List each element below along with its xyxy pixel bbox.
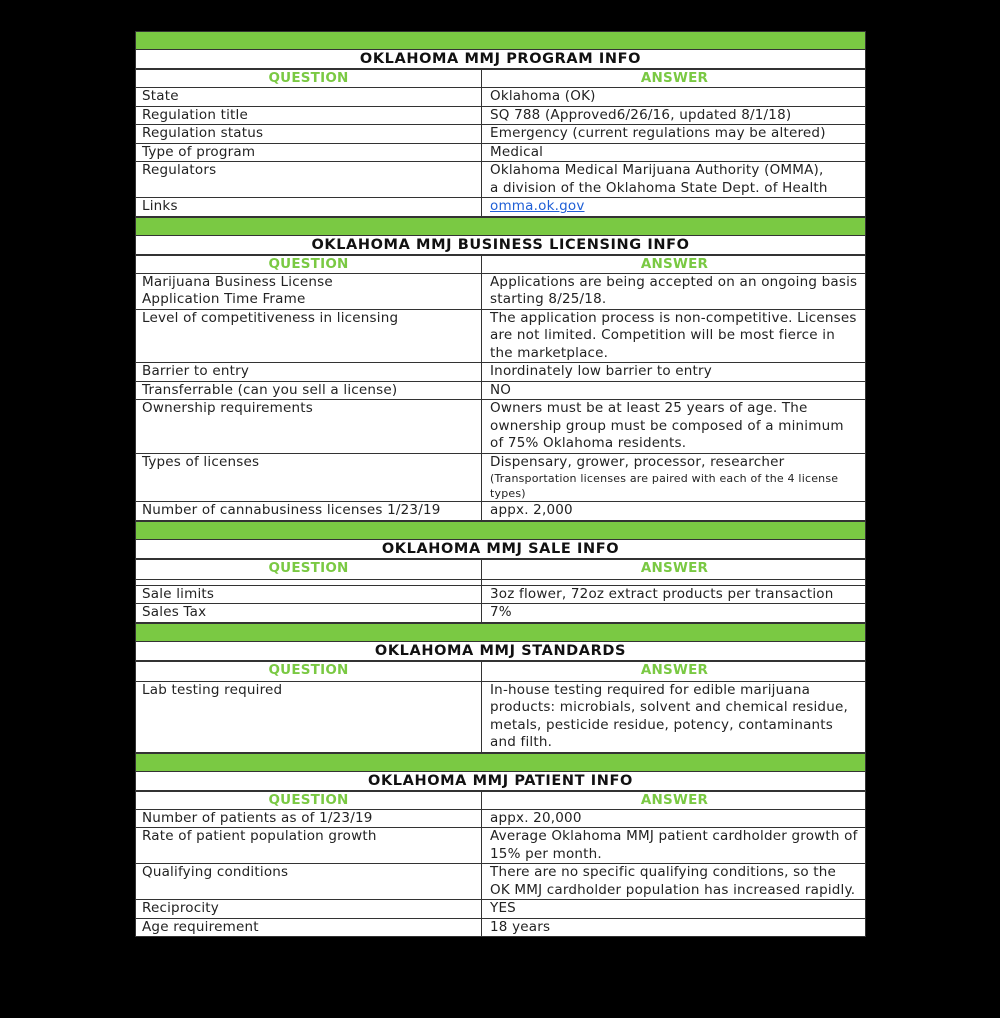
answer-cell: In-house testing required for edible marijuana products: microbials, solvent and chemical residue, metals, pesticide residue, potency, contaminants and filth. [482,681,866,752]
sale-info-table [135,559,866,623]
program-info-table [135,69,866,217]
table-row [136,604,866,623]
answer-line: a division of the Oklahoma State Dept. of Health [490,179,828,196]
business-licensing-section [135,217,866,521]
table-row [136,273,866,309]
question-header: QUESTION [136,255,482,273]
answer-cell: 3oz flower, 72oz extract products per transaction [482,585,866,604]
business-licensing-table [135,255,866,521]
table-header-row [136,791,866,809]
section-title: OKLAHOMA MMJ PATIENT INFO [135,772,866,791]
answer-line: Dispensary, grower, processor, researcher [490,453,785,470]
section-divider [135,31,866,50]
question-cell: Types of licenses [136,453,482,502]
answer-cell [482,162,866,198]
answer-cell: Average Oklahoma MMJ patient cardholder growth of 15% per month. [482,828,866,864]
question-cell: Number of patients as of 1/23/19 [136,809,482,828]
standards-section [135,623,866,753]
question-cell: Transferrable (can you sell a license) [136,381,482,400]
question-header: QUESTION [136,661,482,681]
table-row [136,900,866,919]
omma-link[interactable]: omma.ok.gov [490,198,585,214]
question-cell: Sale limits [136,585,482,604]
question-cell: Number of cannabusiness licenses 1/23/19 [136,502,482,521]
standards-table [135,661,866,753]
question-cell: Regulators [136,162,482,198]
table-header-row [136,255,866,273]
question-cell: Lab testing required [136,681,482,752]
table-row [136,809,866,828]
program-info-section [135,31,866,217]
question-cell: Level of competitiveness in licensing [136,309,482,363]
answer-cell: 7% [482,604,866,623]
table-row [136,143,866,162]
section-title: OKLAHOMA MMJ STANDARDS [135,642,866,661]
patient-info-table [135,791,866,938]
table-row [136,381,866,400]
answer-cell [482,198,866,217]
table-row [136,125,866,144]
table-row [136,400,866,454]
answer-cell: NO [482,381,866,400]
table-row [136,162,866,198]
answer-cell: 18 years [482,918,866,937]
section-divider [135,753,866,772]
section-title: OKLAHOMA MMJ PROGRAM INFO [135,50,866,69]
info-sheet [135,31,866,937]
answer-header: ANSWER [482,661,866,681]
table-row [136,198,866,217]
section-title: OKLAHOMA MMJ SALE INFO [135,540,866,559]
answer-note: (Transportation licenses are paired with each of the 4 license types) [490,472,839,500]
answer-header: ANSWER [482,255,866,273]
table-row [136,363,866,382]
question-header: QUESTION [136,70,482,88]
question-cell: Regulation status [136,125,482,144]
answer-cell: Inordinately low barrier to entry [482,363,866,382]
table-row [136,681,866,752]
question-cell: Ownership requirements [136,400,482,454]
question-cell: Qualifying conditions [136,864,482,900]
question-cell: Sales Tax [136,604,482,623]
table-row [136,88,866,107]
question-header: QUESTION [136,559,482,579]
answer-cell: appx. 2,000 [482,502,866,521]
table-row [136,864,866,900]
sale-info-section [135,521,866,623]
table-row [136,585,866,604]
answer-cell: appx. 20,000 [482,809,866,828]
table-row [136,918,866,937]
table-row [136,828,866,864]
section-divider [135,217,866,236]
question-cell: Barrier to entry [136,363,482,382]
question-header: QUESTION [136,791,482,809]
table-row [136,502,866,521]
question-cell: Reciprocity [136,900,482,919]
table-header-row [136,661,866,681]
answer-cell: There are no specific qualifying conditions, so the OK MMJ cardholder population has increased rapidly. [482,864,866,900]
answer-cell [482,453,866,502]
question-cell: Rate of patient population growth [136,828,482,864]
answer-cell: Emergency (current regulations may be altered) [482,125,866,144]
answer-line: Oklahoma Medical Marijuana Authority (OMMA), [490,162,824,178]
section-divider [135,521,866,540]
question-cell: Links [136,198,482,217]
answer-cell: Medical [482,143,866,162]
answer-header: ANSWER [482,791,866,809]
answer-cell: YES [482,900,866,919]
answer-cell: Applications are being accepted on an ongoing basis starting 8/25/18. [482,273,866,309]
answer-cell: The application process is non-competitive. Licenses are not limited. Competition will be most fierce in the marketplace. [482,309,866,363]
table-row [136,309,866,363]
table-row [136,106,866,125]
question-cell: State [136,88,482,107]
answer-cell: Oklahoma (OK) [482,88,866,107]
question-line: Marijuana Business License [142,273,333,290]
table-row [136,453,866,502]
question-cell: Age requirement [136,918,482,937]
section-divider [135,623,866,642]
patient-info-section [135,753,866,938]
question-cell [136,273,482,309]
question-cell: Regulation title [136,106,482,125]
answer-cell: SQ 788 (Approved6/26/16, updated 8/1/18) [482,106,866,125]
table-header-row [136,70,866,88]
table-header-row [136,559,866,579]
section-title: OKLAHOMA MMJ BUSINESS LICENSING INFO [135,236,866,255]
answer-cell: Owners must be at least 25 years of age. The ownership group must be composed of a minimum of 75% Oklahoma residents. [482,400,866,454]
question-cell: Type of program [136,143,482,162]
answer-header: ANSWER [482,559,866,579]
question-line: Application Time Frame [142,291,306,307]
answer-header: ANSWER [482,70,866,88]
